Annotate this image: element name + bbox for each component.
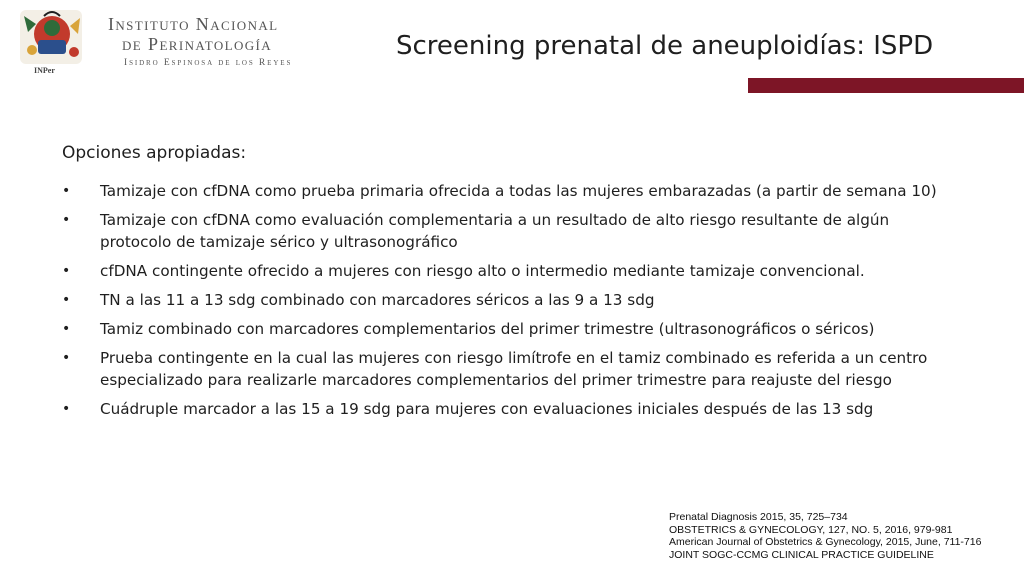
- reference-item: OBSTETRICS & GYNECOLOGY, 127, NO. 5, 2016, 979-981: [669, 523, 953, 536]
- institute-name-line-3: Isidro Espinosa de los Reyes: [124, 58, 293, 68]
- reference-item: American Journal of Obstetrics & Gynecology, 2015, June, 711-716: [669, 536, 982, 548]
- body-heading: Opciones apropiadas:: [62, 143, 247, 163]
- list-item-text: Cuádruple marcador a las 15 a 19 sdg para mujeres con evaluaciones iniciales después de las 13 sdg: [100, 400, 874, 418]
- institute-logo: [14, 6, 94, 76]
- list-item: [62, 180, 962, 202]
- list-item-text: Prueba contingente en la cual las mujeres con riesgo limítrofe en el tamiz combinado es referida a un centro especializado para realizarle marcadores complementarios del primer trimestre para reajuste del riesgo: [100, 349, 928, 389]
- list-item: [62, 260, 962, 282]
- logo-caption: INPer: [34, 66, 55, 75]
- bullet-icon: •: [62, 263, 71, 279]
- title-accent-bar: [748, 78, 1024, 93]
- list-item-text: Tamiz combinado con marcadores complementarios del primer trimestre (ultrasonográficos o séricos): [100, 320, 875, 338]
- list-item: [62, 289, 962, 311]
- list-item-text: Tamizaje con cfDNA como evaluación complementaria a un resultado de alto riesgo resultante de algún protocolo de tamizaje sérico y ultrasonográfico: [100, 211, 890, 251]
- list-item: [62, 347, 962, 391]
- reference-item: Prenatal Diagnosis 2015, 35, 725–734: [669, 511, 848, 523]
- bullet-icon: •: [62, 183, 71, 199]
- institute-name-line-1: Instituto Nacional: [108, 14, 279, 34]
- logo-emblem-icon: [14, 6, 94, 66]
- institute-name-line-2: de Perinatología: [122, 34, 273, 54]
- slide-body: [62, 142, 962, 427]
- slide-title: Screening prenatal de aneuploidías: ISPD: [396, 31, 934, 61]
- institute-name: [108, 14, 292, 68]
- list-item-text: cfDNA contingente ofrecido a mujeres con riesgo alto o intermedio mediante tamizaje convencional.: [100, 262, 865, 280]
- bullet-icon: •: [62, 212, 71, 228]
- bullet-icon: •: [62, 321, 71, 337]
- bullet-icon: •: [62, 401, 71, 417]
- list-item: [62, 318, 962, 340]
- bullet-list: [62, 180, 962, 420]
- bullet-icon: •: [62, 350, 71, 366]
- list-item-text: TN a las 11 a 13 sdg combinado con marcadores séricos a las 9 a 13 sdg: [100, 291, 655, 309]
- list-item: [62, 398, 962, 420]
- bullet-icon: •: [62, 292, 71, 308]
- list-item-text: Tamizaje con cfDNA como prueba primaria ofrecida a todas las mujeres embarazadas (a partir de semana 10): [100, 182, 937, 200]
- list-item: [62, 209, 962, 253]
- references: [669, 511, 1019, 561]
- reference-item: JOINT SOGC-CCMG CLINICAL PRACTICE GUIDELINE: [669, 548, 934, 561]
